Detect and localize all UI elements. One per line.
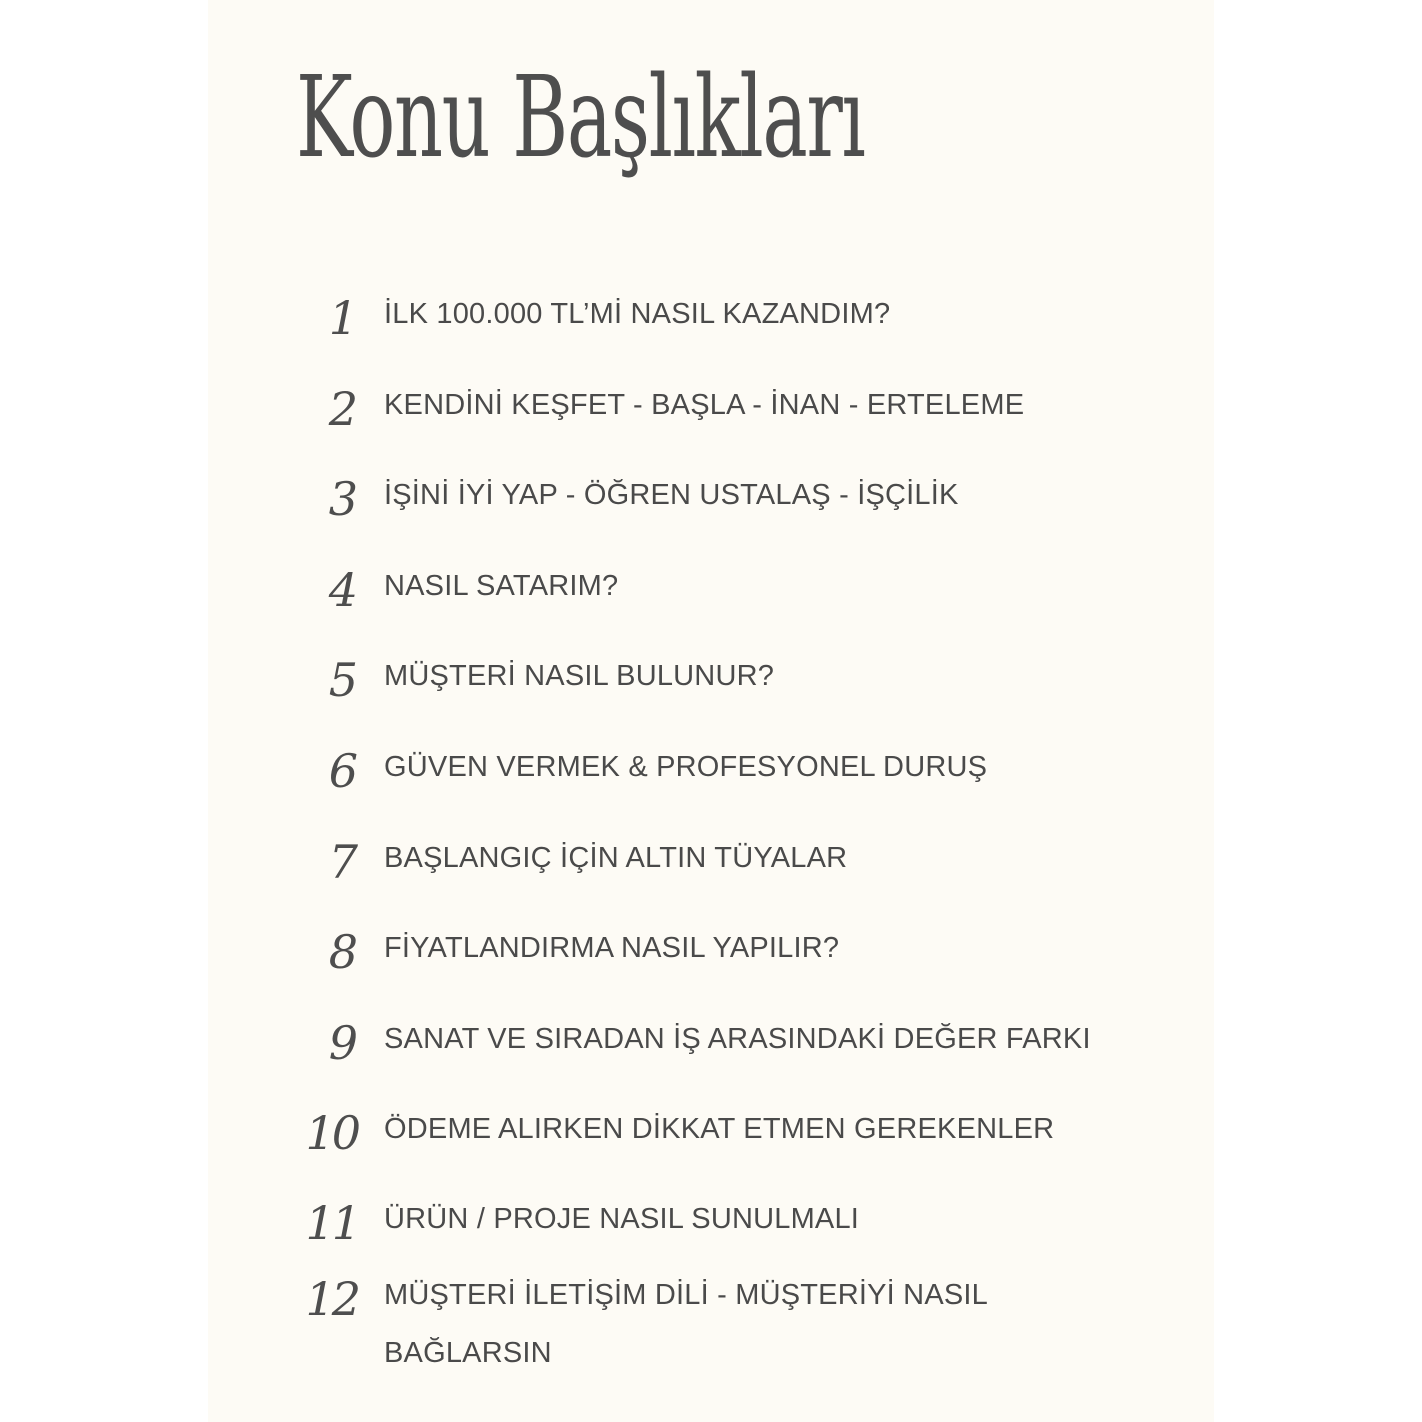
document-page <box>208 0 1214 1422</box>
item-label: ÖDEME ALIRKEN DİKKAT ETMEN GEREKENLER <box>384 1113 1055 1145</box>
item-number: 11 <box>305 1196 358 1250</box>
item-label: BAŞLANGIÇ İÇİN ALTIN TÜYALAR <box>384 842 848 874</box>
item-label: ÜRÜN / PROJE NASIL SUNULMALI <box>384 1203 860 1235</box>
item-label: SANAT VE SIRADAN İŞ ARASINDAKİ DEĞER FARKI <box>384 1023 1091 1055</box>
page-title: Konu Başlıkları <box>296 53 865 183</box>
item-label: İŞİNİ İYİ YAP - ÖĞREN USTALAŞ - İŞÇİLİK <box>384 479 959 511</box>
item-number: 5 <box>328 653 358 707</box>
item-number: 2 <box>328 382 358 436</box>
item-label: FİYATLANDIRMA NASIL YAPILIR? <box>384 932 840 964</box>
item-label: MÜŞTERİ İLETİŞİM DİLİ - MÜŞTERİYİ NASIL BAĞLARSIN <box>384 1279 987 1369</box>
item-label: GÜVEN VERMEK & PROFESYONEL DURUŞ <box>384 751 988 783</box>
item-number: 3 <box>328 472 358 526</box>
item-label: NASIL SATARIM? <box>384 570 619 602</box>
item-number: 1 <box>328 291 358 345</box>
item-number: 4 <box>328 563 358 617</box>
item-number: 6 <box>328 744 358 798</box>
item-number: 10 <box>305 1106 358 1160</box>
item-number: 8 <box>328 925 358 979</box>
item-number: 7 <box>328 835 358 889</box>
item-label: KENDİNİ KEŞFET - BAŞLA - İNAN - ERTELEME <box>384 389 1025 421</box>
item-number: 12 <box>305 1272 358 1326</box>
item-number: 9 <box>328 1016 358 1070</box>
item-label: İLK 100.000 TL’Mİ NASIL KAZANDIM? <box>384 298 891 330</box>
item-label: MÜŞTERİ NASIL BULUNUR? <box>384 660 775 692</box>
